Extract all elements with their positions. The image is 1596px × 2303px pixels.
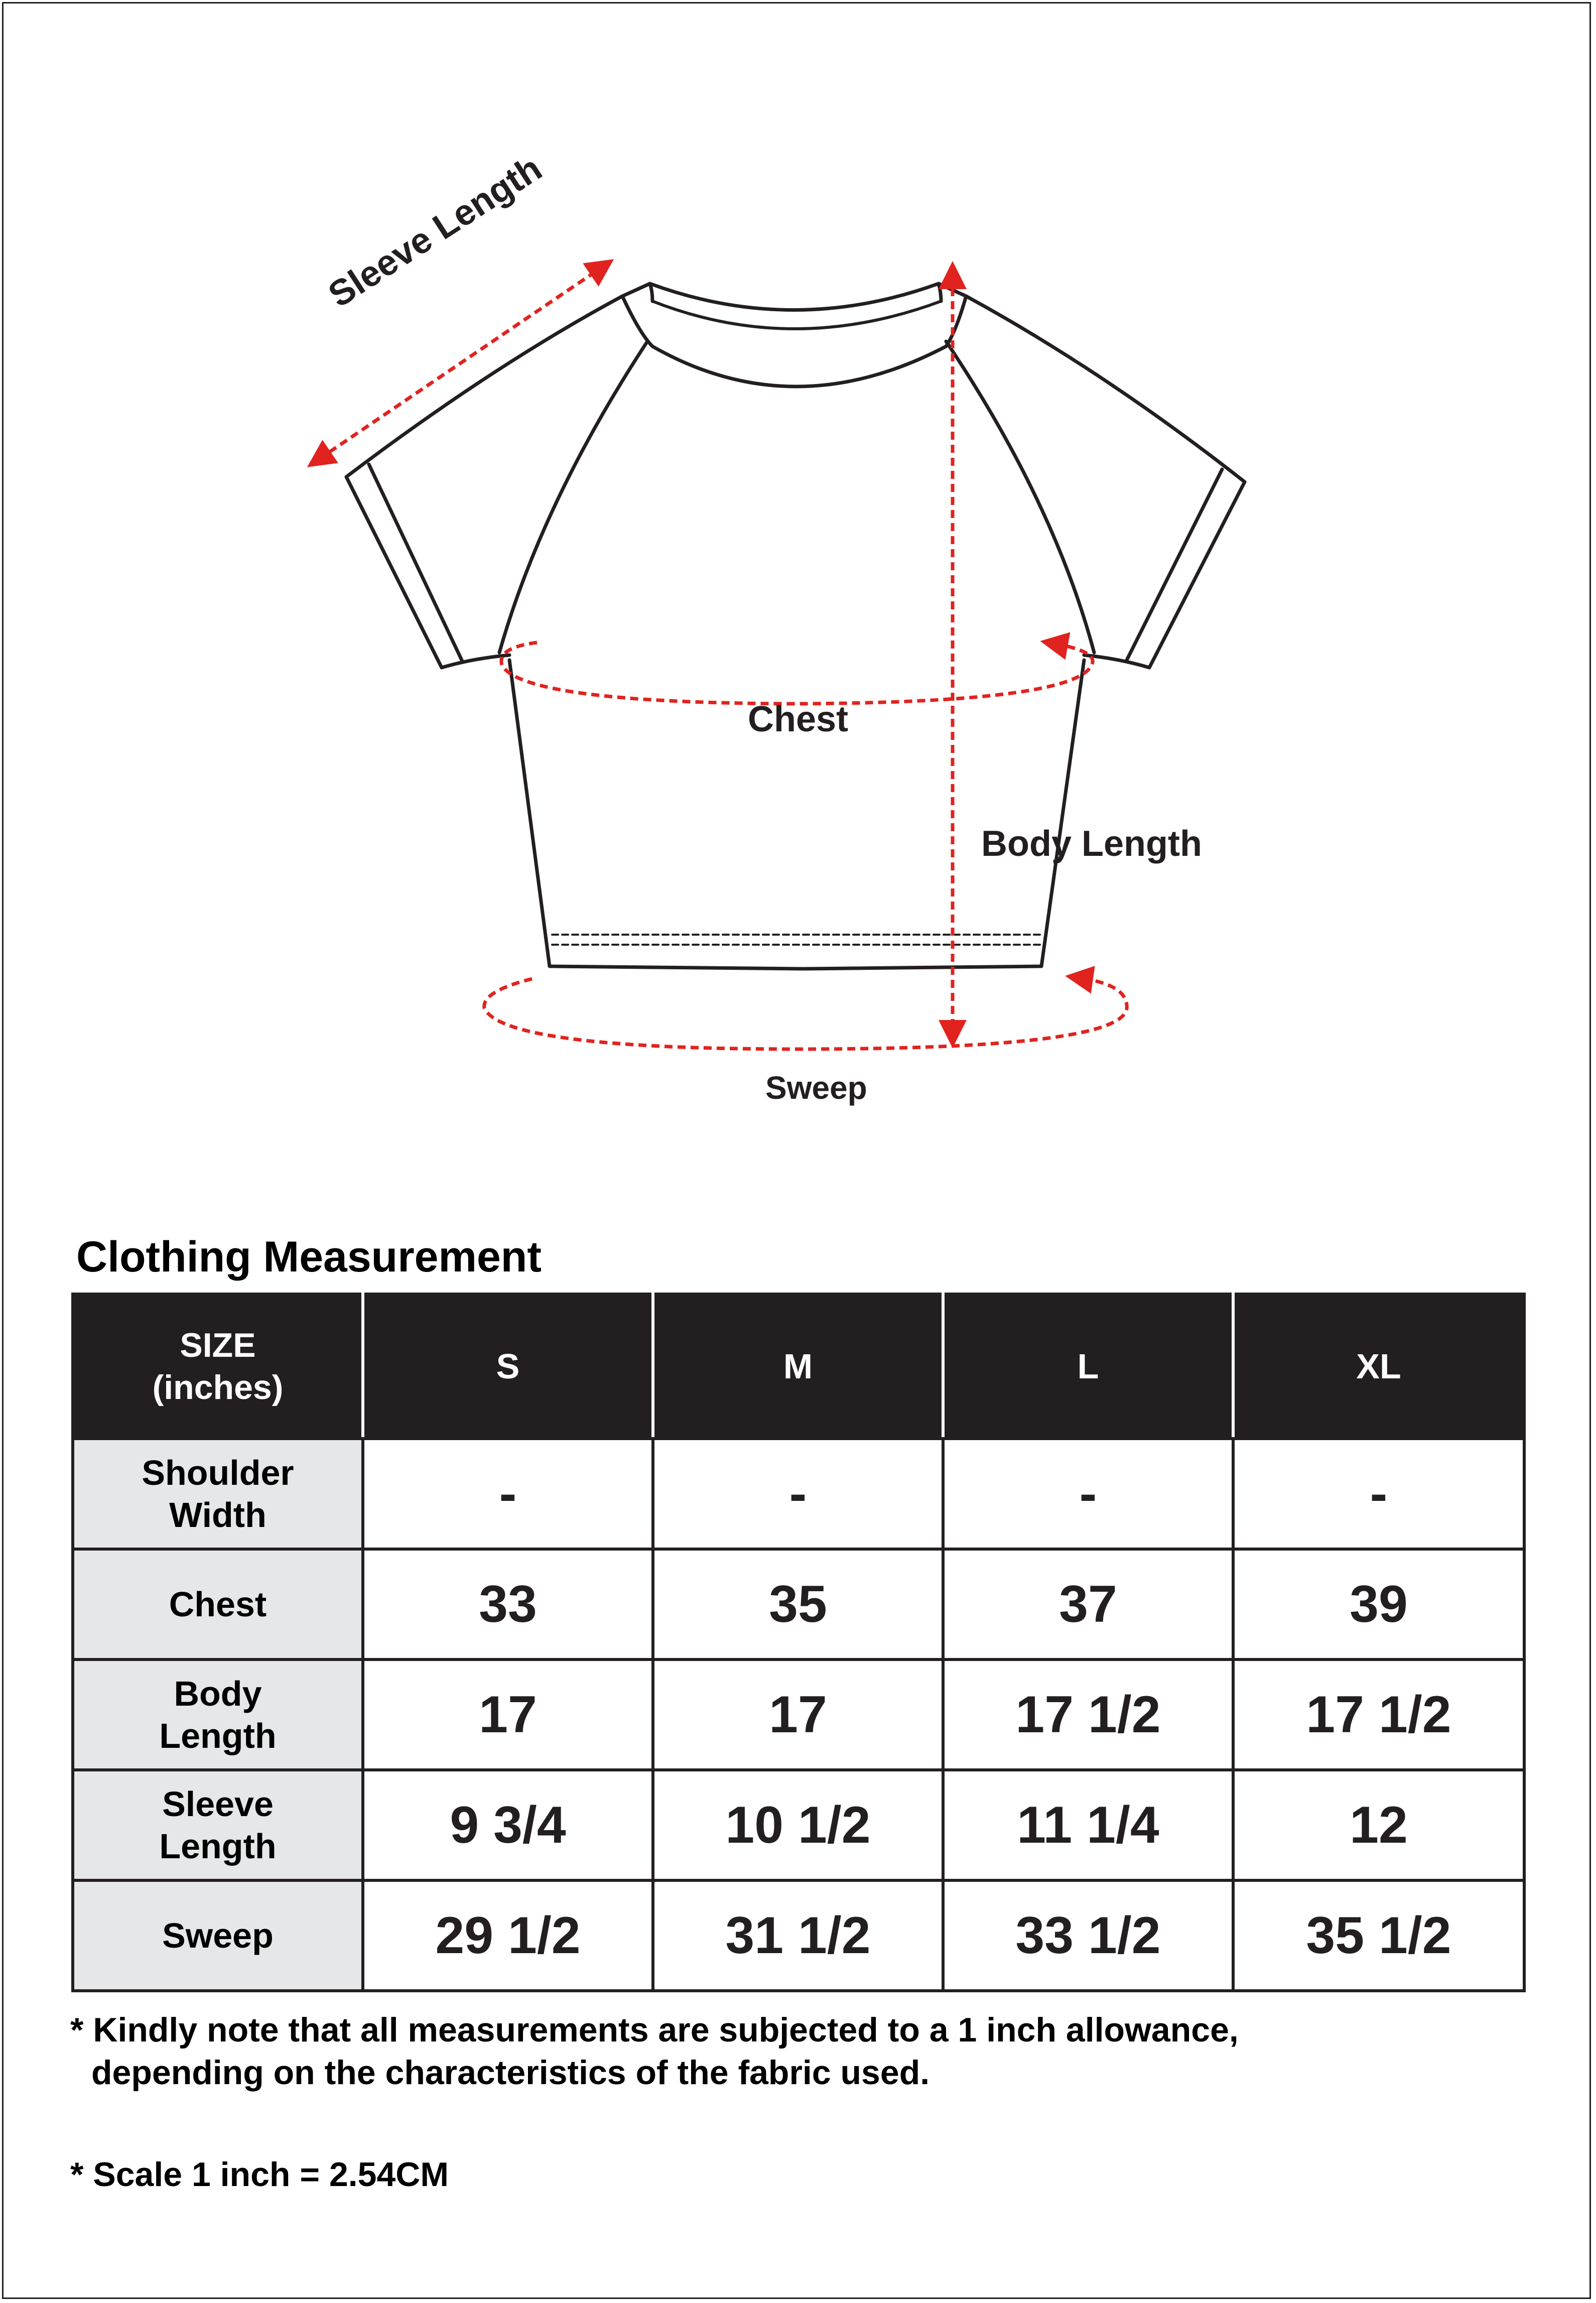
body-length-label: Body Length xyxy=(981,824,1202,864)
measurement-table xyxy=(71,1293,1526,1992)
table-row xyxy=(73,1659,1524,1770)
table-row xyxy=(73,1770,1524,1880)
table-cell: 35 1/2 xyxy=(1233,1880,1524,1991)
table-row xyxy=(73,1439,1524,1549)
row-label-line1: Shoulder xyxy=(142,1453,294,1492)
size-column-l: L xyxy=(943,1294,1233,1439)
table-cell: 10 1/2 xyxy=(653,1770,943,1880)
table-cell: 17 xyxy=(363,1659,653,1770)
table-cell: - xyxy=(363,1439,653,1549)
chest-label: Chest xyxy=(748,699,849,739)
table-cell: 17 1/2 xyxy=(1233,1659,1524,1770)
row-label-body-length xyxy=(73,1659,363,1770)
allowance-note-line1: * Kindly note that all measurements are subjected to a 1 inch allowance, xyxy=(70,2011,1239,2049)
tshirt-outline xyxy=(346,284,1245,969)
row-label-line1: Body xyxy=(174,1674,262,1713)
size-header-line1: SIZE xyxy=(180,1326,256,1364)
measure-lines xyxy=(319,267,1127,1049)
table-cell: 33 xyxy=(363,1549,653,1659)
sweep-ellipse xyxy=(484,978,1127,1049)
row-label-chest xyxy=(73,1549,363,1659)
table-cell: 37 xyxy=(943,1549,1233,1659)
size-header xyxy=(73,1294,363,1439)
table-cell: - xyxy=(1233,1439,1524,1549)
row-label-line1: Sleeve xyxy=(162,1784,274,1824)
sleeve-length-label: Sleeve Length xyxy=(321,148,549,315)
table-header-row xyxy=(73,1294,1524,1439)
table-cell: 17 1/2 xyxy=(943,1659,1233,1770)
table-cell: 17 xyxy=(653,1659,943,1770)
scale-note: * Scale 1 inch = 2.54CM xyxy=(70,2155,449,2194)
table-cell: 39 xyxy=(1233,1549,1524,1659)
table-cell: 12 xyxy=(1233,1770,1524,1880)
table-row xyxy=(73,1880,1524,1991)
table-cell: 9 3/4 xyxy=(363,1770,653,1880)
row-label-shoulder-width xyxy=(73,1439,363,1549)
table-cell: - xyxy=(943,1439,1233,1549)
row-label-line1: Sweep xyxy=(162,1916,274,1955)
chest-ellipse xyxy=(501,643,1093,704)
table-title: Clothing Measurement xyxy=(76,1233,542,1281)
row-label-sleeve-length xyxy=(73,1770,363,1880)
row-label-line2: Length xyxy=(159,1716,277,1755)
table-cell: 29 1/2 xyxy=(363,1880,653,1991)
row-label-sweep xyxy=(73,1880,363,1991)
table-cell: 35 xyxy=(653,1549,943,1659)
row-label-line1: Chest xyxy=(169,1585,267,1624)
table-cell: 11 1/4 xyxy=(943,1770,1233,1880)
table-cell: 31 1/2 xyxy=(653,1880,943,1991)
size-column-m: M xyxy=(653,1294,943,1439)
row-label-line2: Width xyxy=(169,1495,267,1534)
table-cell: - xyxy=(653,1439,943,1549)
allowance-note-line2: depending on the characteristics of the fabric used. xyxy=(91,2054,930,2092)
size-column-xl: XL xyxy=(1233,1294,1524,1439)
row-label-line2: Length xyxy=(159,1827,277,1866)
size-column-s: S xyxy=(363,1294,653,1439)
table-cell: 33 1/2 xyxy=(943,1880,1233,1991)
table-row xyxy=(73,1549,1524,1659)
size-header-line2: (inches) xyxy=(152,1368,284,1406)
sweep-label: Sweep xyxy=(765,1070,867,1106)
